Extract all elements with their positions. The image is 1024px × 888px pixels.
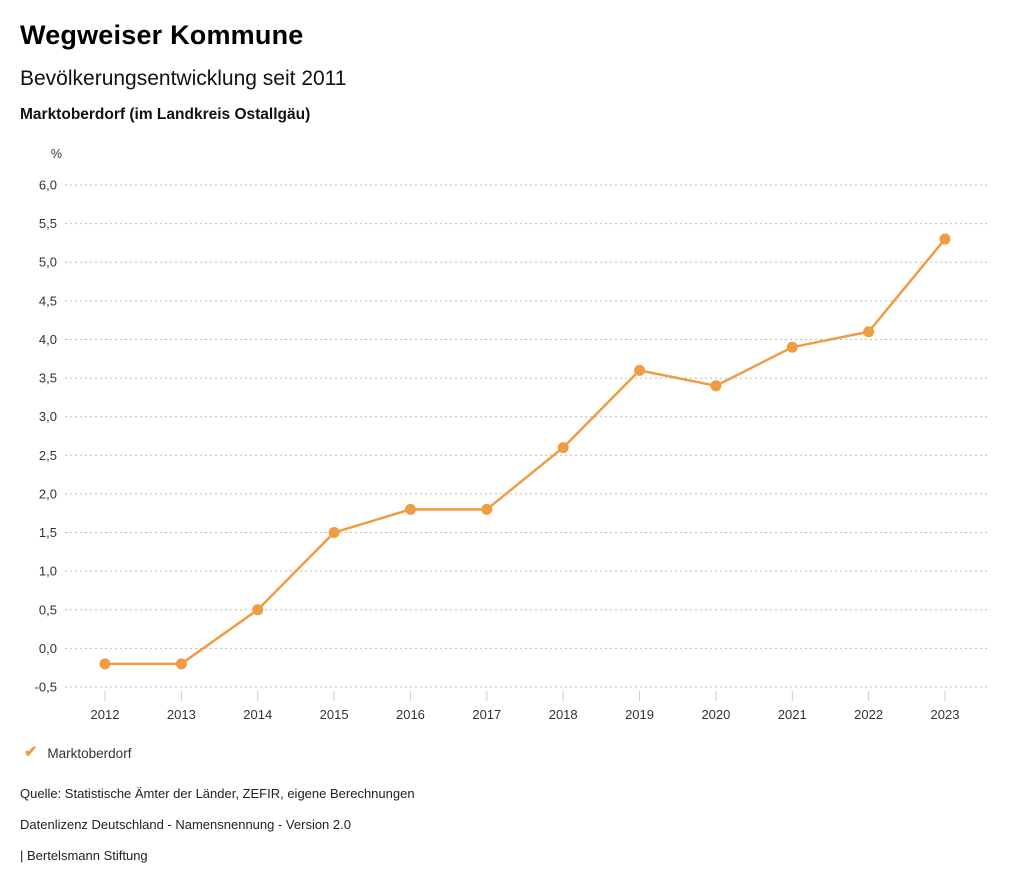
chart-title: Bevölkerungsentwicklung seit 2011 [20,67,347,90]
x-tick-label: 2016 [395,707,425,722]
data-point-2016[interactable] [405,504,416,515]
y-tick-label: 1,5 [38,525,57,541]
y-axis-unit-label: % [50,147,62,161]
footer-source: Quelle: Statistische Ämter der Länder, ZEFIR, eigene Berechnungen [20,786,415,801]
data-point-2019[interactable] [634,365,645,376]
footer-attribution: | Bertelsmann Stiftung [20,848,148,863]
y-tick-label: 2,0 [38,486,57,502]
footer-license: Datenlizenz Deutschland - Namensnennung - Version 2.0 [20,817,351,832]
y-tick-label: 0,5 [38,602,57,618]
y-tick-label: 6,0 [38,177,57,193]
chart-region-subtitle: Marktoberdorf (im Landkreis Ostallgäu) [20,106,311,123]
x-tick-label: 2019 [625,707,655,722]
check-icon: ✔ [24,744,38,761]
legend-label: Marktoberdorf [47,745,132,761]
y-tick-label: -0,5 [34,679,57,695]
series-line-marktoberdorf [105,239,945,664]
page-title: Wegweiser Kommune [20,20,304,50]
x-tick-label: 2017 [472,707,502,722]
data-point-2021[interactable] [787,342,798,353]
data-point-2015[interactable] [329,527,340,538]
data-point-2023[interactable] [940,234,951,245]
data-point-2013[interactable] [176,658,187,669]
y-tick-label: 4,0 [38,331,57,347]
x-tick-label: 2022 [854,707,884,722]
x-tick-label: 2012 [90,707,120,722]
data-point-2014[interactable] [252,604,263,615]
legend-item-marktoberdorf[interactable] [24,745,131,761]
data-point-2018[interactable] [558,442,569,453]
x-tick-label: 2021 [777,707,807,722]
x-tick-label: 2023 [930,707,960,722]
x-tick-label: 2015 [319,707,349,722]
data-point-2012[interactable] [100,658,111,669]
y-tick-label: 4,5 [38,293,57,309]
y-tick-label: 5,0 [38,254,57,270]
data-point-2022[interactable] [863,326,874,337]
x-tick-label: 2014 [243,707,273,722]
y-tick-label: 3,0 [38,409,57,425]
y-tick-label: 5,5 [38,216,57,232]
y-tick-label: 3,5 [38,370,57,386]
x-tick-label: 2020 [701,707,731,722]
x-tick-label: 2018 [548,707,578,722]
data-point-2020[interactable] [710,380,721,391]
y-tick-label: 2,5 [38,447,57,463]
y-tick-label: 0,0 [38,640,57,656]
y-tick-label: 1,0 [38,563,57,579]
x-tick-label: 2013 [166,707,196,722]
data-point-2017[interactable] [481,504,492,515]
